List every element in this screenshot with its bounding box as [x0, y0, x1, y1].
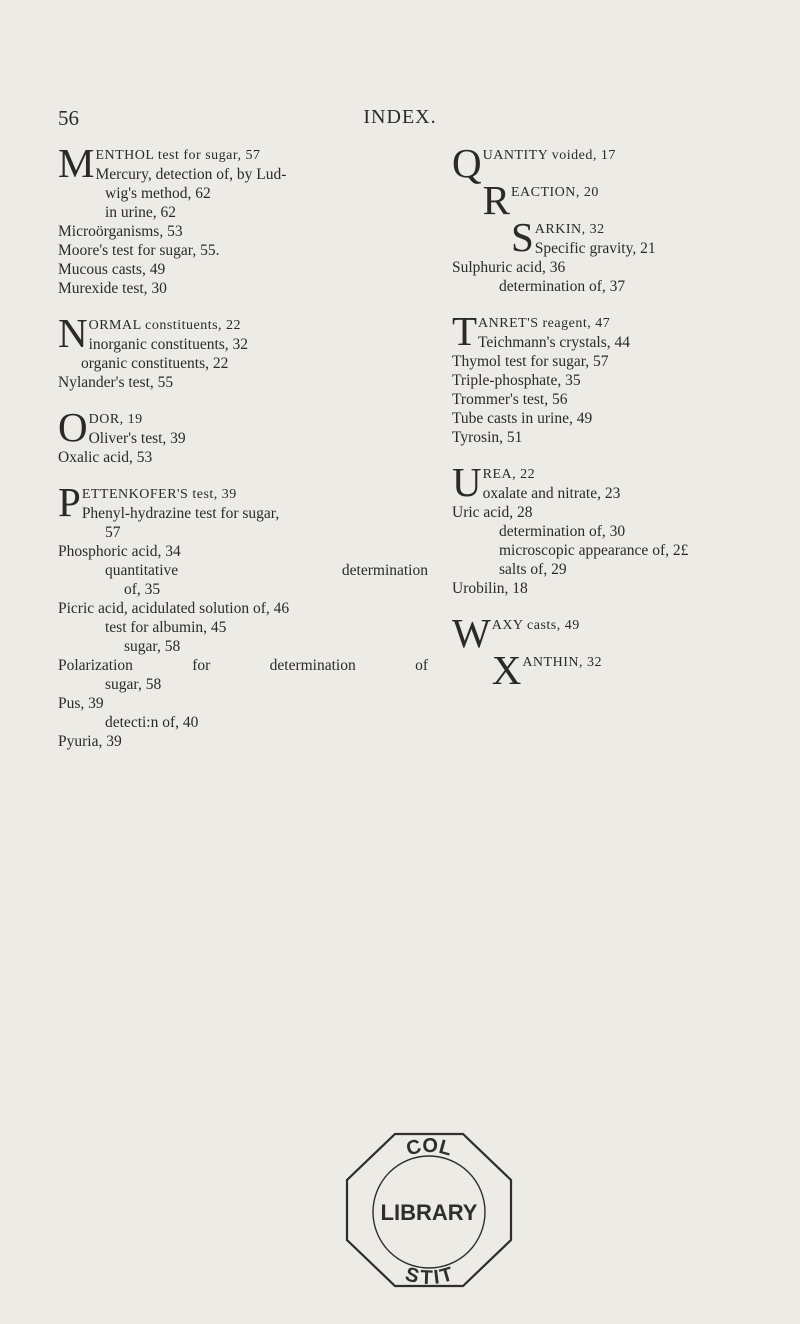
index-word: determination: [269, 657, 356, 674]
index-entry: Mucous casts, 49: [58, 261, 166, 278]
index-section-t: [452, 308, 792, 447]
index-entry-lead: [452, 647, 792, 693]
index-section-s: [452, 214, 792, 296]
svg-text:COL: [404, 1135, 454, 1161]
index-entry: [58, 656, 428, 675]
index-entry-lead-text: EACTION, 20: [510, 185, 599, 200]
index-entry: Tyrosin, 51: [452, 429, 523, 446]
index-entry: detecti:n of, 40: [105, 714, 199, 731]
index-entry: Pus, 39: [58, 695, 104, 712]
index-entry: organic constituents, 22: [81, 355, 229, 372]
library-stamp: [343, 1128, 515, 1292]
index-word: determination: [341, 562, 428, 579]
index-entry-lead-text: ETTENKOFER'S test, 39: [81, 487, 237, 502]
index-entry: sugar, 58: [124, 638, 181, 655]
drop-initial: X: [491, 647, 522, 693]
index-entry-lead: [452, 177, 792, 223]
index-entry-justified: [58, 656, 428, 675]
index-entry: Phenyl-hydrazine test for sugar,: [81, 505, 280, 522]
page-header: [0, 106, 800, 136]
drop-initial: W: [452, 610, 491, 656]
page-number: 56: [58, 106, 79, 130]
index-word: Polarization: [58, 657, 133, 674]
index-section-m: [58, 140, 428, 298]
index-entry: wig's method, 62: [105, 185, 211, 202]
drop-initial: M: [58, 140, 95, 186]
drop-initial: Q: [452, 140, 482, 186]
index-entry: microscopic appearance of, 2£: [499, 542, 689, 559]
index-entry-lead-text: REA, 22: [482, 467, 536, 482]
drop-initial: N: [58, 310, 88, 356]
index-entry: Sulphuric acid, 36: [452, 259, 566, 276]
index-entry: Moore's test for sugar, 55.: [58, 242, 220, 259]
index-entry: Oliver's test, 39: [88, 430, 186, 447]
index-section-u: [452, 459, 792, 598]
index-section-p: [58, 479, 428, 751]
index-entry: determination of, 30: [499, 523, 626, 540]
index-entry-lead-text: ORMAL constituents, 22: [88, 318, 242, 333]
index-section-w: [452, 610, 792, 656]
index-entry: Nylander's test, 55: [58, 374, 174, 391]
index-entry: Tube casts in urine, 49: [452, 410, 593, 427]
index-word: for: [192, 657, 211, 674]
index-entry-lead-text: ENTHOL test for sugar, 57: [95, 148, 261, 163]
index-entry-lead-text: UANTITY voided, 17: [482, 148, 616, 163]
index-entry: Triple-phosphate, 35: [452, 372, 581, 389]
index-entry: test for albumin, 45: [105, 619, 227, 636]
index-section-n: [58, 310, 428, 392]
index-entry: Mercury, detection of, by Lud-: [95, 166, 287, 183]
index-word: of: [415, 657, 428, 674]
stamp-center-text: LIBRARY: [380, 1200, 478, 1225]
index-entry: Trommer's test, 56: [452, 391, 568, 408]
drop-initial: U: [452, 459, 482, 505]
index-entry: 57: [105, 524, 121, 541]
index-entry: Phosphoric acid, 34: [58, 543, 181, 560]
index-entry: Pyuria, 39: [58, 733, 122, 750]
index-entry: of, 35: [124, 581, 161, 598]
index-entry: Uric acid, 28: [452, 504, 533, 521]
index-entry: inorganic constituents, 32: [88, 336, 249, 353]
index-entry: Urobilin, 18: [452, 580, 528, 597]
index-entry: Specific gravity, 21: [534, 240, 656, 257]
index-entry: Teichmann's crystals, 44: [478, 334, 630, 351]
drop-initial: S: [510, 214, 534, 260]
index-entry: Murexide test, 30: [58, 280, 167, 297]
index-column-right: [452, 140, 792, 693]
index-entry: oxalate and nitrate, 23: [482, 485, 621, 502]
index-entry-lead-text: ANRET'S reagent, 47: [478, 316, 611, 331]
drop-initial: R: [482, 177, 510, 223]
index-entry-lead-text: AXY casts, 49: [491, 618, 580, 633]
index-entry-lead: [452, 610, 792, 656]
index-entry: determination of, 37: [499, 278, 626, 295]
index-entry: Thymol test for sugar, 57: [452, 353, 609, 370]
index-entry-lead-text: DOR, 19: [88, 412, 143, 427]
index-section-r: [452, 177, 792, 223]
index-entry: Picric acid, acidulated solution of, 46: [58, 600, 290, 617]
svg-text:STIT: [403, 1263, 456, 1289]
index-entry-lead-text: ANTHIN, 32: [522, 655, 602, 670]
page-title: INDEX.: [363, 106, 437, 128]
index-section-x: [452, 647, 792, 693]
drop-initial: T: [452, 308, 478, 354]
stamp-bottom-text: STIT: [402, 1263, 456, 1290]
index-entry: in urine, 62: [105, 204, 177, 221]
index-entry: sugar, 58: [105, 676, 162, 693]
library-stamp-graphic: [343, 1128, 515, 1292]
index-entry: [58, 561, 428, 580]
index-section-q: [452, 140, 792, 186]
index-section-o: [58, 404, 428, 467]
index-entry-lead-text: ARKIN, 32: [534, 222, 605, 237]
index-column-left: [58, 140, 428, 768]
index-entry: Microörganisms, 53: [58, 223, 183, 240]
index-entry-lead: [452, 140, 792, 186]
index-word: quantitative: [105, 562, 179, 579]
index-entry: Oxalic acid, 53: [58, 449, 153, 466]
stamp-top-text: COL: [404, 1134, 455, 1161]
index-entry: salts of, 29: [499, 561, 567, 578]
drop-initial: P: [58, 479, 81, 525]
index-entry-justified: [105, 561, 428, 580]
drop-initial: O: [58, 404, 88, 450]
